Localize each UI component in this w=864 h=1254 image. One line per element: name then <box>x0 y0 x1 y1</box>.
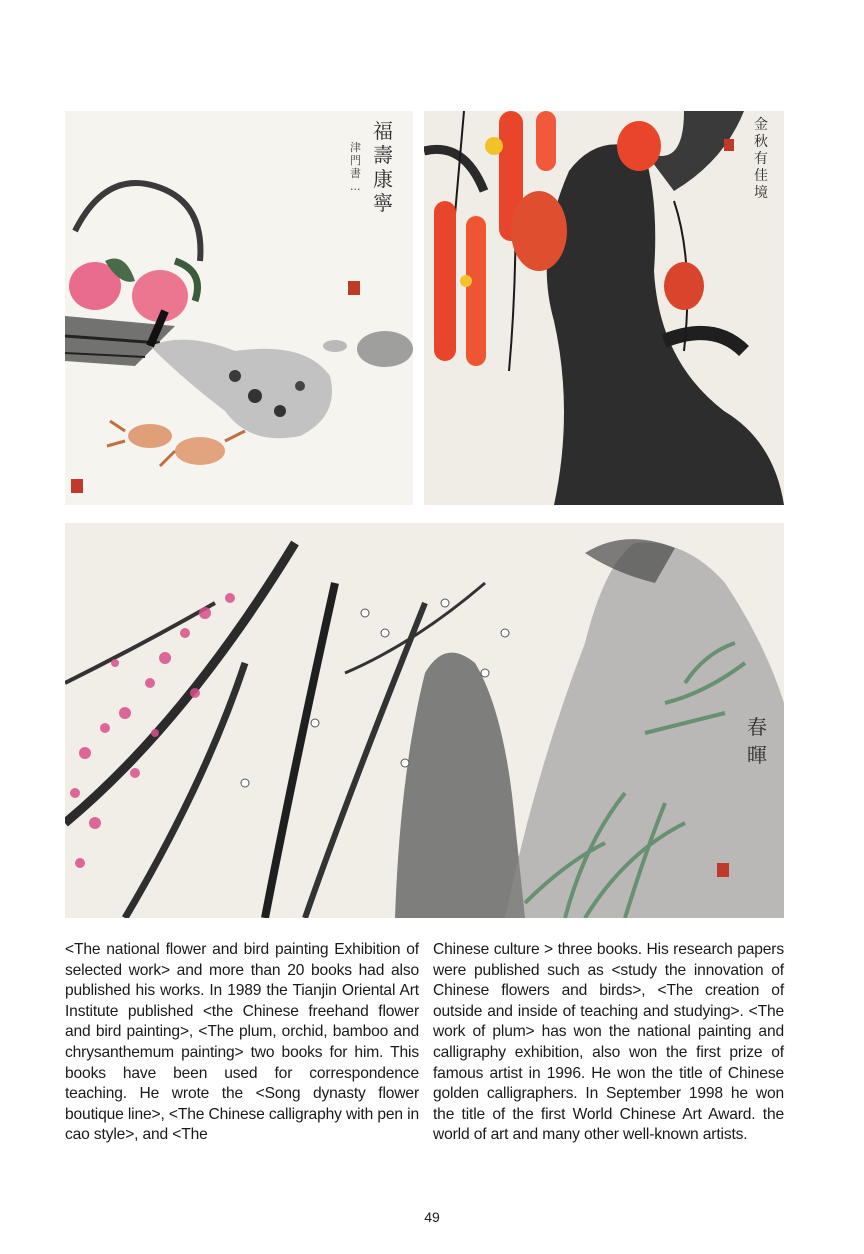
page-number: 49 <box>424 1209 440 1225</box>
painting-tree-gourds <box>424 111 784 505</box>
body-text-left-column: <The national flower and bird painting Exhibition of selected work> and more than 20 books had also published his works. In 1989 the Tianjin Oriental Art Institute published <the Chinese freehand flower and bird painting>, <The plum, orchid, bamboo and chrysanthemum painting> two books for him. This books have been used for correspondence teaching. He wrote the <Song dynasty flower boutique line>, <The Chinese calligraphy with pen in cao style>, and <The <box>65 941 419 1144</box>
signature-top-left: 津門 書 ... <box>350 141 361 193</box>
painting-plum-rocks-artwork <box>65 523 784 918</box>
body-text-right-column: Chinese culture > three books. His research papers were published such as <study the innovation of Chinese flowers and birds>, <The creation of outside and inside of teaching and studying>. <The work of plum> has won the national painting and calligraphy exhibition, also won the first prize of famous artist in 1996. He won the title of Chinese golden calligraphers. In September 1998 he won the title of the first World Chinese Art Award. the world of art and many other well-known artists. <box>433 941 784 1144</box>
inscription-jinqiu: 金秋有佳境 <box>754 117 768 201</box>
painting-fruit-basket <box>65 111 413 505</box>
painting-tree-gourds-artwork <box>424 111 784 505</box>
inscription-fushou: 福壽康寧 <box>373 119 393 215</box>
painting-plum-rocks <box>65 523 784 918</box>
inscription-chunhui: 春暉 <box>747 715 767 767</box>
